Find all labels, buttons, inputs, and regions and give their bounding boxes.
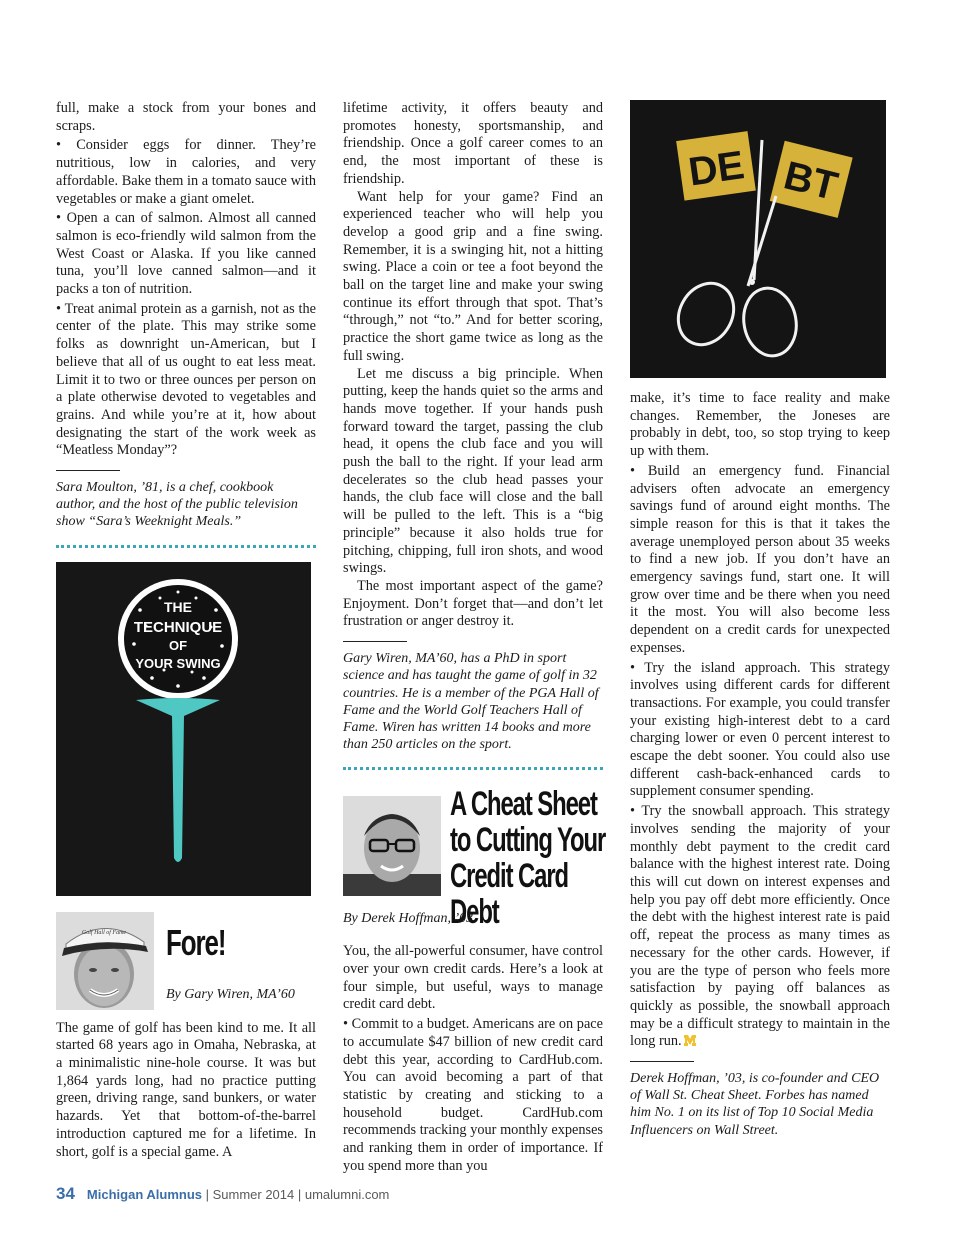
article-title-cheat-sheet	[450, 786, 611, 930]
bullet-emergency-fund: • Build an emergency fund. Financial advisers often advocate an emergency savings fund of around eight months. The simple reason for this is that it takes the average unemployed person about 35 weeks to find a new job. If you don’t have an emergency savings fund, start one. It will grow over time and be there when you need it the most. You will also become less dependent on a credit cards for unexpected expenses.	[630, 462, 890, 656]
issue-info: | Summer 2014 | umalumni.com	[202, 1187, 390, 1202]
byline-wiren: By Gary Wiren, MA’60	[166, 986, 295, 1002]
section-divider-dots	[56, 545, 316, 548]
paragraph-make: make, it’s time to face reality and make changes. Remember, the Joneses are probably in debt, too, so stop trying to keep up with them.	[630, 390, 890, 460]
paragraph-principle: Let me discuss a big principle. When putting, keep the hands quiet so the arms and hands move together. If your hands push forward toward the target, passing the club head, it opens the club face and you will push the ball to the right. If your lead arm decelerates so the club head passes your hands, the club face will close and the ball will be pulled to the left. This is a “big principle” because it also holds true for pitching, chipping, full iron shots, and wood swings.	[343, 365, 603, 577]
section-divider-dots	[343, 767, 603, 770]
magazine-name: Michigan Alumnus	[86, 1187, 202, 1202]
title-line-1: A Cheat Sheet	[450, 785, 597, 824]
bio-moulton: Sara Moulton, ’81, is a chef, cookbook author, and the host of the public television show “Sara’s Weeknight Meals.”	[56, 480, 298, 530]
debt-scissors-illustration	[630, 100, 886, 378]
column-3	[630, 100, 890, 1139]
paragraph-stock: full, make a stock from your bones and scraps.	[56, 100, 316, 134]
golf-ball-on-tee-icon	[56, 562, 311, 896]
paragraph-enjoyment: The most important aspect of the game? Enjoyment. Don’t forget that—and don’t let frustration or anger destroy it.	[343, 577, 603, 630]
michigan-block-m-icon	[684, 1035, 696, 1046]
cap-text: Golf Hall of Fame	[81, 929, 127, 936]
byline-hoffman: By Derek Hoffman, ’03	[343, 911, 474, 927]
article-title-fore: Fore!	[166, 921, 226, 963]
column-1	[56, 100, 316, 1161]
bullet-budget: • Commit to a budget. Americans are on pace to accumulate $47 billion of new credit card debt this year, according to CardHub.com. You can avoid becoming a part of that statistic by creating and sticking to a household budget. CardHub.com recommends tracking your monthly expenses and ranking them in order of importance. If you spend more than you	[343, 1016, 603, 1174]
snowball-text: • Try the snowball approach. This strategy involves sending the majority of your monthly debt payment to the credit card balance with the highest interest rate. Doing this will cut down on interest expenses and help you pay off debt more efficiently. Once the debt with the highest interest rate is paid off, repeat the process as many times as necessary for the other cards. However, if you are the type of person who feels more satisfaction by paying off balances as quickly as possible, the snowball approach may be a difficult strategy to maintain in the long run.	[630, 803, 890, 1050]
bullet-snowball	[630, 803, 890, 1051]
scissors-icon	[630, 100, 886, 378]
illus-line-technique: TECHNIQUE	[133, 618, 223, 636]
page-footer	[56, 1184, 389, 1204]
bullet-salmon: • Open a can of salmon. Almost all canned salmon is eco-friendly wild salmon from the West Coast or Alaska. If you like canned tuna, you’ll love canned salmon—and it packs a ton of nutrition.	[56, 210, 316, 298]
illus-line-of: OF	[168, 637, 188, 653]
bio-rule	[56, 470, 120, 471]
illus-line-the: THE	[164, 598, 192, 615]
paragraph-lifetime: lifetime activity, it offers beauty and promotes honesty, sportsmanship, and friendship. Once a golf career comes to an end, the most important of these is friendship.	[343, 100, 603, 187]
derek-hoffman-photo	[343, 796, 441, 896]
paragraph-help: Want help for your game? Find an experienced teacher who will help you develop a good grip and a fine swing. Remember, it is a swinging hit, not a hitting swing. Place a coin or tee a foot beyond the ball on the target line and make your swing continue its effort through that spot. That’s “through,” not “to.” And for better scoring, practice the short game twice as long as the full swing.	[343, 188, 603, 364]
title-line-3: Credit Card Debt	[450, 857, 569, 932]
column-2	[343, 100, 606, 1175]
bio-hoffman: Derek Hoffman, ’03, is co-founder and CEO of Wall St. Cheat Sheet. Forbes has named him No. 1 on its list of Top 10 Social Media Influencers on Wall Street.	[630, 1071, 880, 1138]
page-number: 34	[56, 1184, 75, 1203]
debt-tile-bt: BT	[779, 153, 842, 210]
golf-tee-illustration	[56, 562, 311, 896]
gary-wiren-photo	[56, 912, 154, 1010]
bullet-protein: • Treat animal protein as a garnish, not as the center of the plate. This may strike some folks as downright un-American, but I believe that all of us ought to eat less meat. Limit it to two or three ounces per person on a plate otherwise devoted to vegetables and grains. And while you’re at it, how about designating the start of the work week as “Meatless Monday”?	[56, 300, 316, 459]
paragraph-golf-intro: The game of golf has been kind to me. It all started 68 years ago in Omaha, Nebraska, at a minimalistic nine-hole course. It was but 1,864 yards long, had no practice putting green, driving range, sand bunkers, or water hazards. Yet that bottom-of-the-barrel introduction captured me for a lifetime. In short, golf is a special game. A	[56, 1019, 316, 1160]
bio-rule	[343, 641, 407, 642]
fore-header	[56, 912, 316, 1020]
illus-line-swing: YOUR SWING	[135, 655, 221, 671]
bullet-eggs: • Consider eggs for dinner. They’re nutritious, low in calories, and very affordable. Bake them in a tomato sauce with vegetables or make a giant omelet.	[56, 137, 316, 207]
paragraph-consumer: You, the all-powerful consumer, have control over your own credit cards. Here’s a look at four simple, but useful, ways to manage credit card debt.	[343, 943, 603, 1013]
bio-rule	[630, 1061, 694, 1062]
bio-wiren: Gary Wiren, MA’60, has a PhD in sport science and has taught the game of golf in 32 countries. He is a member of the PGA Hall of Fame and the World Golf Teachers Hall of Fame. Wiren has written 14 books and more than 250 articles on the sport.	[343, 651, 599, 753]
title-line-2: to Cutting Your	[450, 821, 606, 860]
debt-tile-de: DE	[685, 143, 747, 195]
bullet-island: • Try the island approach. This strategy involves using different cards for different transactions. For example, you could transfer your existing high-interest debt to a card charging lower or even 0 percent interest to escape the debt sooner. You could also use different cash-back-enhanced cards to supplement consumer spending.	[630, 659, 890, 800]
